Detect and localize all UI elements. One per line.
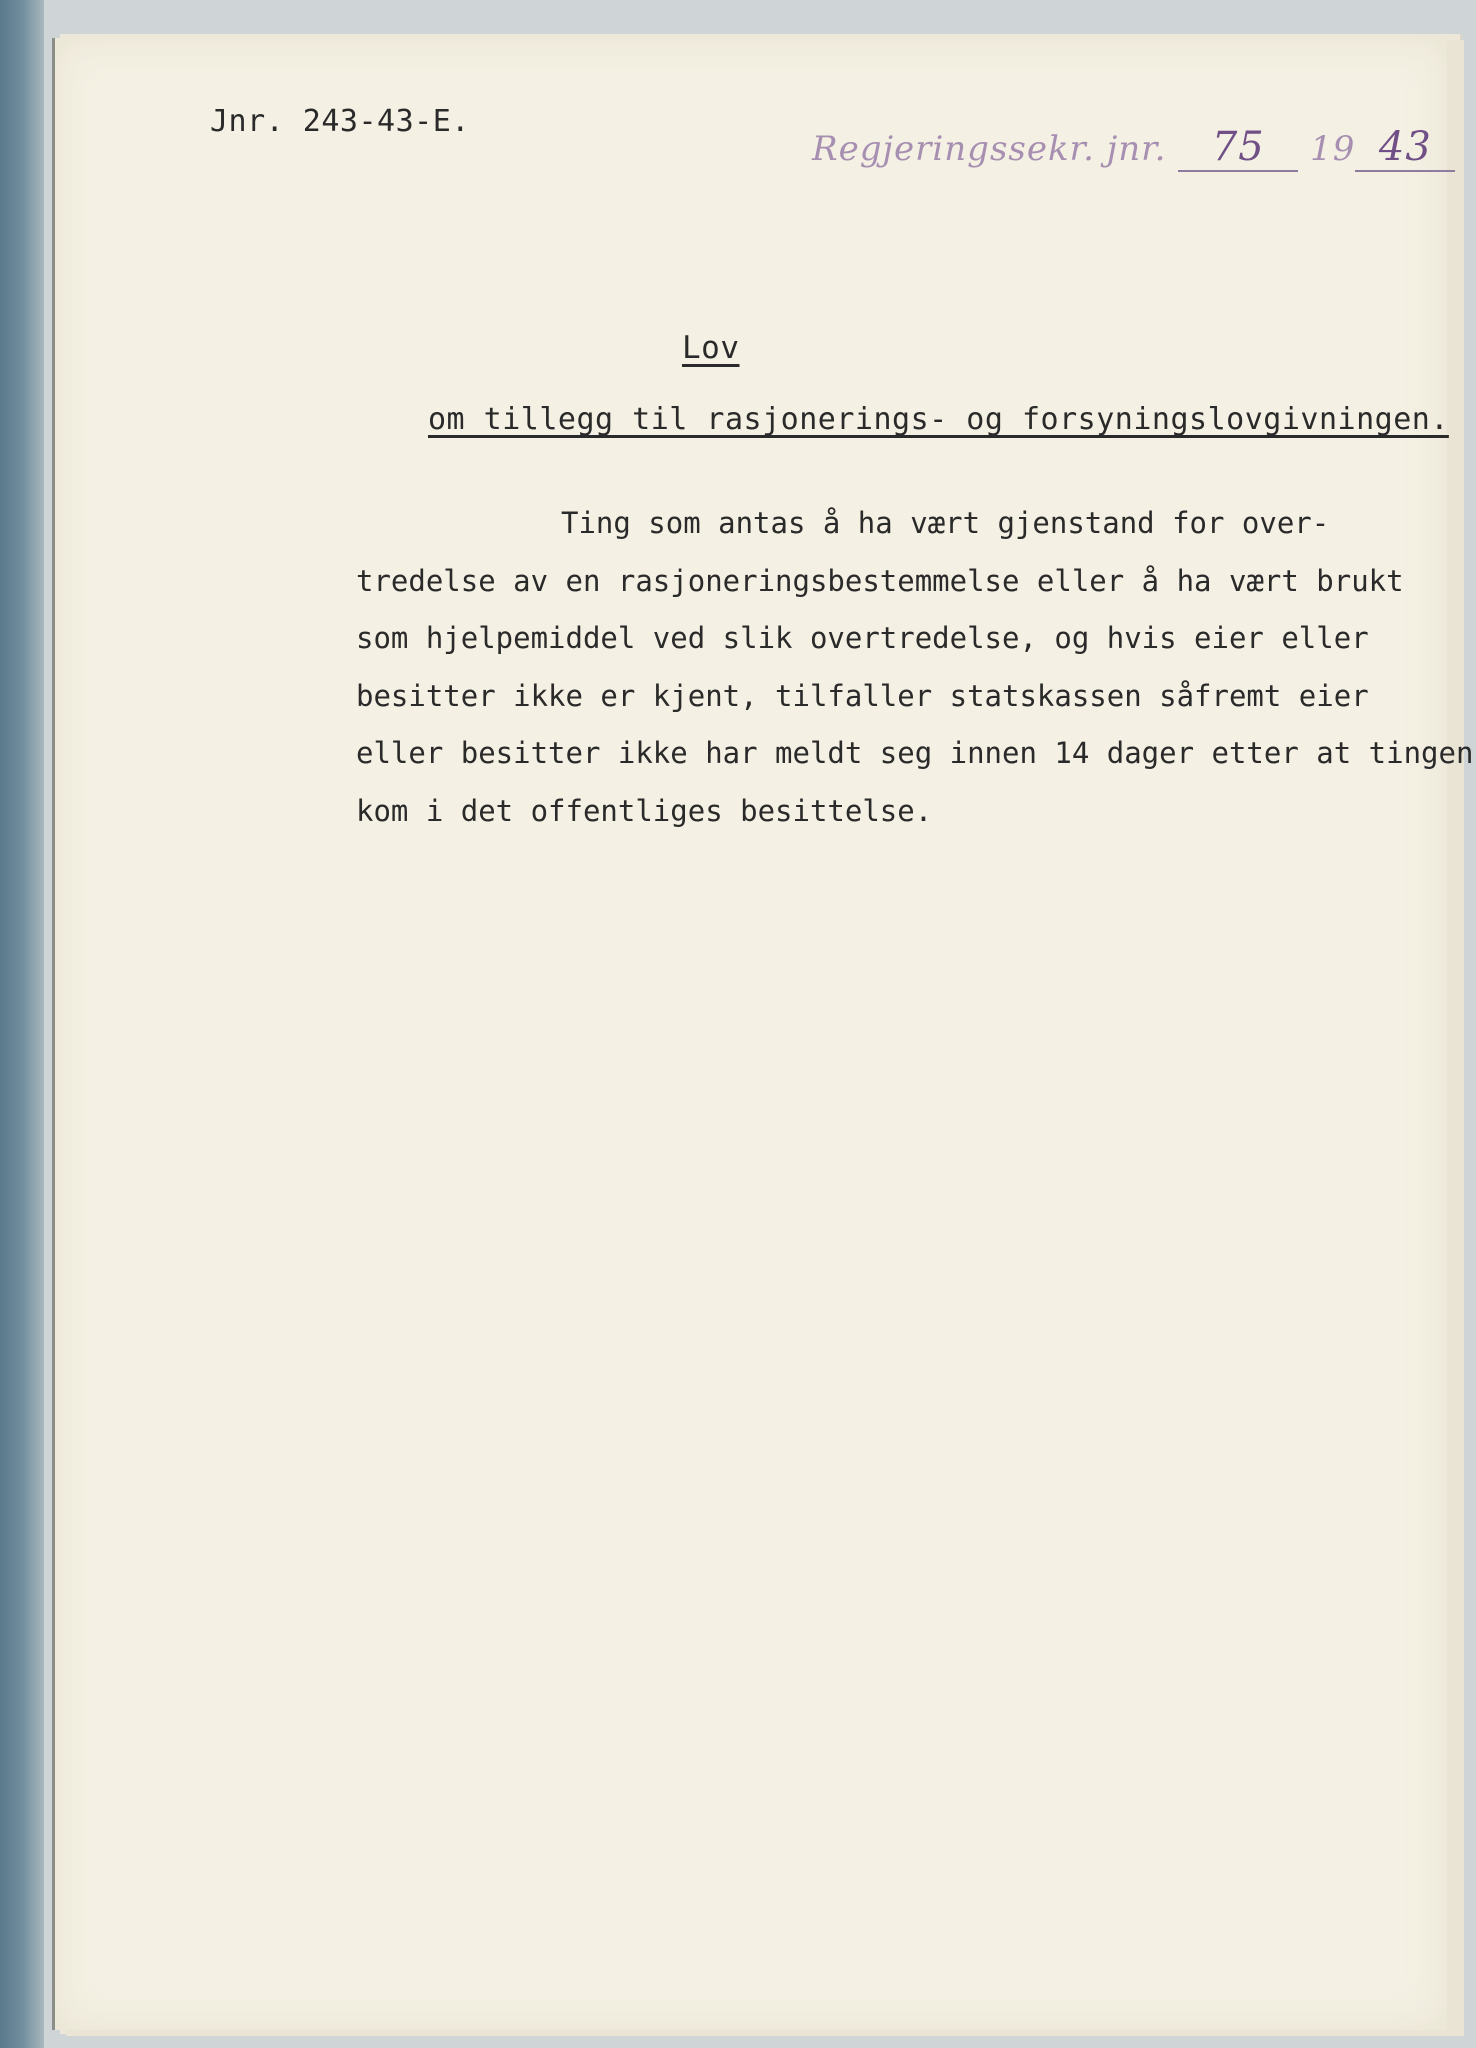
document-body: [356, 495, 1473, 840]
registry-stamp: [812, 124, 1455, 172]
stamp-year-suffix: 43: [1355, 124, 1455, 172]
body-line: som hjelpemiddel ved slik overtredelse, og hvis eier eller: [356, 621, 1369, 655]
stamp-year-prefix: 19: [1310, 129, 1356, 169]
document-page: [52, 38, 1447, 2030]
journal-reference: Jnr. 243-43-E.: [210, 104, 470, 139]
body-line: eller besitter ikke har meldt seg innen 14 dager etter at tingen: [356, 736, 1474, 770]
body-line: besitter ikke er kjent, tilfaller statskassen såfremt eier: [356, 678, 1369, 713]
stamp-number: 75: [1178, 124, 1298, 172]
body-line: Ting som antas å ha vært gjenstand for over-: [561, 506, 1330, 540]
document-title: Lov: [682, 330, 740, 366]
binder-spine: [0, 0, 44, 2048]
body-line: tredelse av en rasjoneringsbestemmelse eller å ha vært brukt: [356, 563, 1404, 598]
stamp-label: Regjeringssekr. jnr.: [812, 129, 1167, 169]
body-line: kom i det offentliges besittelse.: [356, 793, 933, 828]
document-subtitle: om tillegg til rasjonerings- og forsyningslovgivningen.: [428, 402, 1449, 437]
